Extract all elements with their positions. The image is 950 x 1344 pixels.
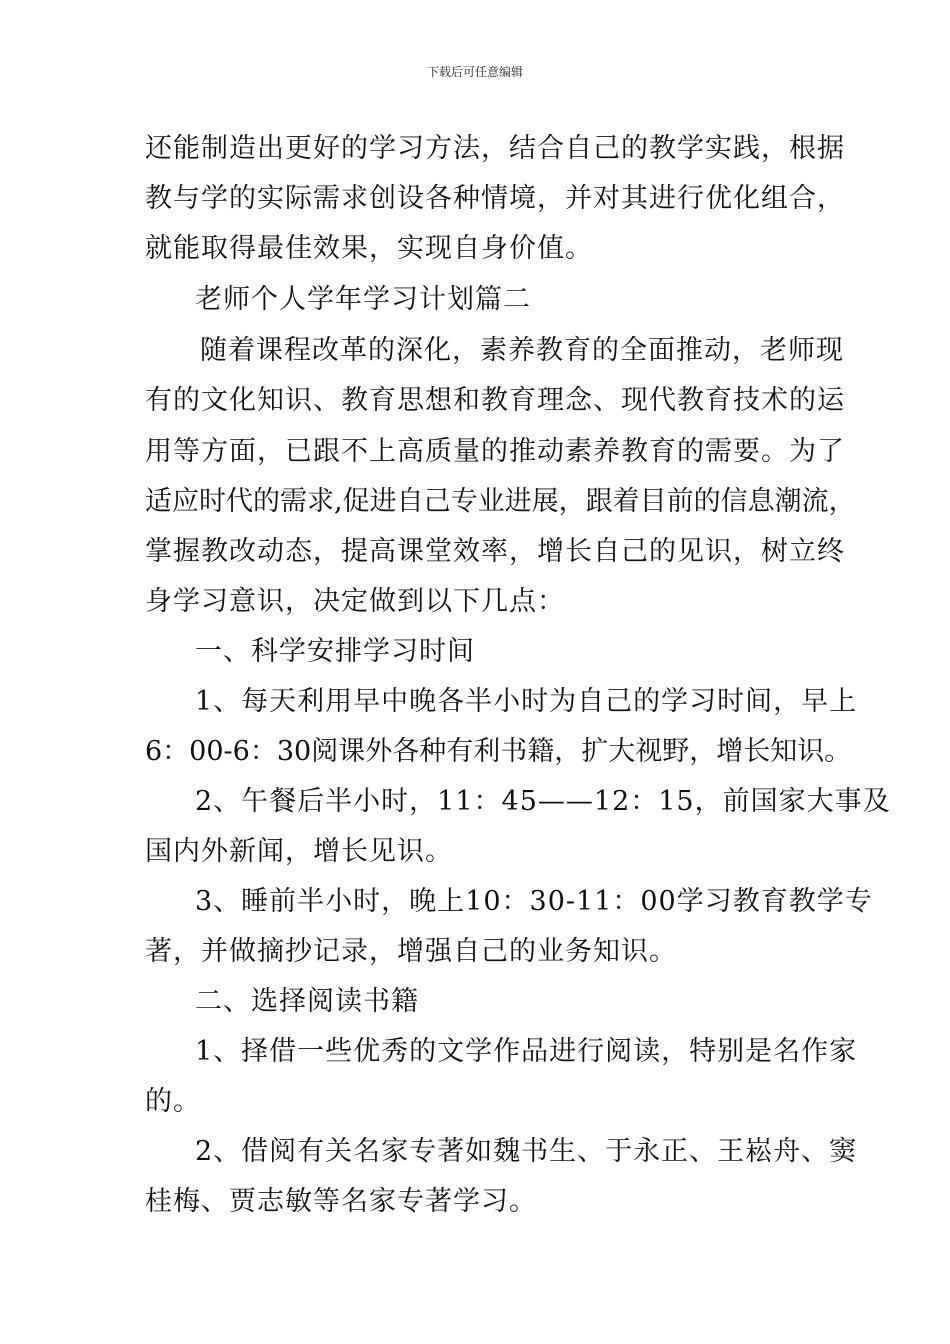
heading-line: 一、科学安排学习时间 (195, 636, 475, 667)
body-line: 适应时代的需求,促进自己专业进展，跟着目前的信息潮流， (145, 486, 856, 517)
body-line: 2、午餐后半小时，11：45——12：15，前国家大事及 (195, 786, 891, 817)
body-line: 2、借阅有关名家专著如魏书生、于永正、王崧舟、窦 (195, 1136, 858, 1167)
body-line: 还能制造出更好的学习方法，结合自己的教学实践，根据 (145, 133, 845, 164)
body-line: 6：00-6：30阅课外各种有利书籍，扩大视野，增长知识。 (145, 736, 852, 767)
body-line: 1、每天利用早中晚各半小时为自己的学习时间，早上 (195, 686, 858, 717)
body-line: 随着课程改革的深化，素养教育的全面推动，老师现 (200, 335, 844, 366)
body-line: 用等方面，已跟不上高质量的推动素养教育的需要。为了 (145, 436, 845, 467)
body-line: 的。 (145, 1086, 201, 1117)
body-line: 就能取得最佳效果，实现自身价值。 (145, 233, 593, 264)
body-line: 教与学的实际需求创设各种情境，并对其进行优化组合， (145, 183, 845, 214)
section-title: 老师个人学年学习计划篇二 (195, 284, 531, 315)
body-line: 3、睡前半小时，晚上10：30-11：00学习教育教学专 (195, 886, 873, 917)
body-line: 掌握教改动态，提高课堂效率，增长自己的见识，树立终 (145, 536, 845, 567)
body-line: 著，并做摘抄记录，增强自己的业务知识。 (145, 936, 677, 967)
body-line: 有的文化知识、教育思想和教育理念、现代教育技术的运 (145, 385, 845, 416)
body-line: 身学习意识，决定做到以下几点： (145, 586, 565, 617)
body-line: 桂梅、贾志敏等名家专著学习。 (145, 1186, 537, 1217)
body-line: 国内外新闻，增长见识。 (145, 836, 453, 867)
heading-line: 二、选择阅读书籍 (195, 986, 419, 1017)
page-header: 下载后可任意编辑 (426, 65, 523, 79)
body-line: 1、择借一些优秀的文学作品进行阅读，特别是名作家 (195, 1036, 858, 1067)
